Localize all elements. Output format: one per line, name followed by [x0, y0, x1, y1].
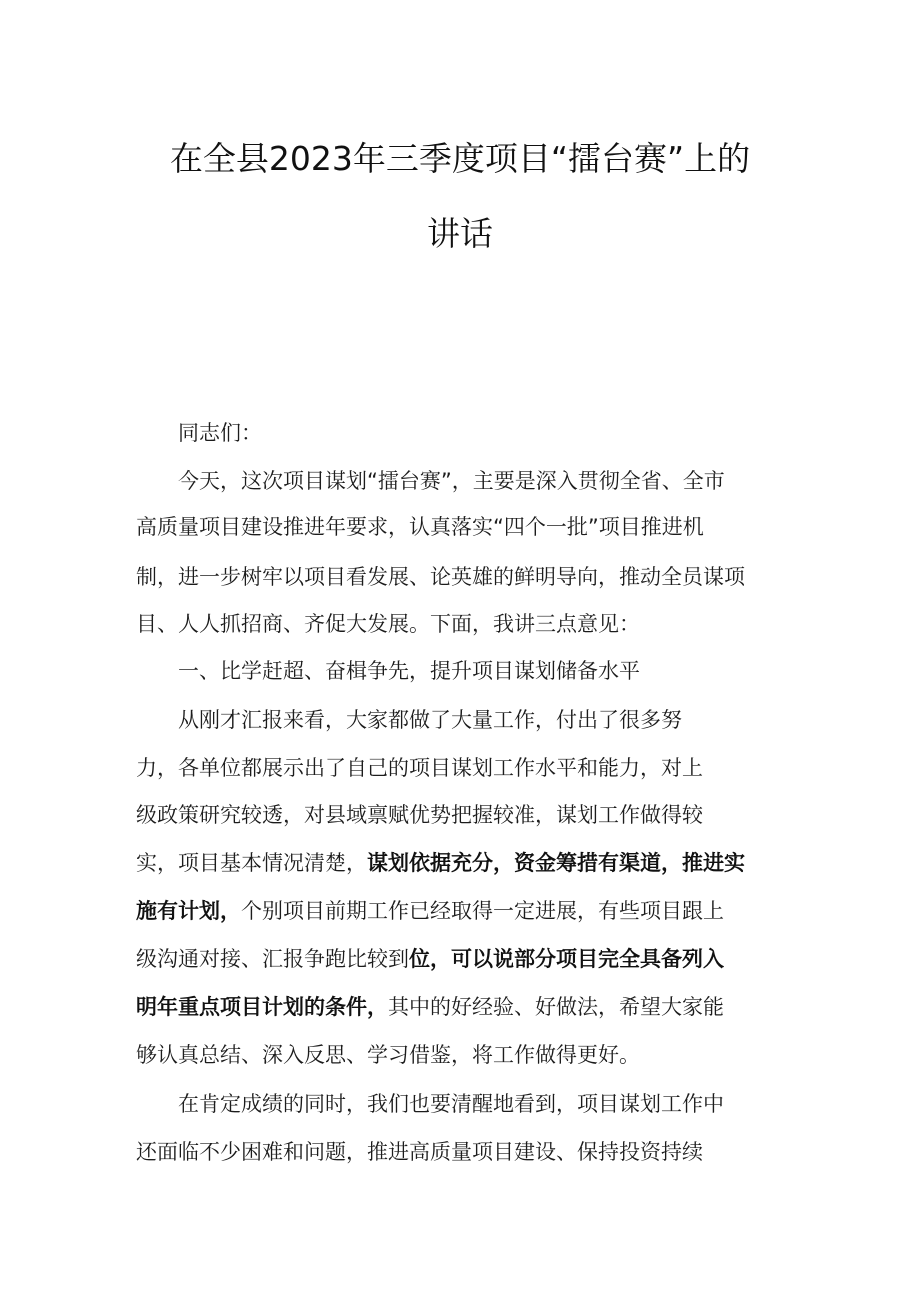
text-run: 个别项目前期工作已经取得一定进展，有些项目跟上 [241, 899, 724, 923]
paragraph-2-line [136, 848, 745, 878]
paragraph-3-line: 还面临不少困难和问题，推进高质量项目建设、保持投资持续 [136, 1140, 703, 1164]
paragraph-2-line [136, 992, 724, 1022]
paragraph-1-line: 制，进一步树牢以项目看发展、论英雄的鲜明导向，推动全员谋项 [136, 565, 745, 589]
bold-text-run: 位，可以说部分项目完全具备列入 [409, 947, 724, 971]
paragraph-1-line: 目、人人抓招商、齐促大发展。下面，我讲三点意见： [136, 612, 640, 636]
text-run: 实，项目基本情况清楚， [136, 851, 367, 875]
paragraph-3-line: 在肯定成绩的同时，我们也要清醒地看到，项目谋划工作中 [178, 1092, 724, 1116]
bold-text-run: 施有计划， [136, 899, 241, 923]
document-title-line-2: 讲话 [427, 214, 493, 253]
bold-text-run: 谋划依据充分，资金筹措有渠道，推进实 [367, 851, 745, 875]
paragraph-2-line: 力，各单位都展示出了自己的项目谋划工作水平和能力，对上 [136, 756, 703, 780]
paragraph-2-line [136, 896, 724, 926]
paragraph-2-line [136, 944, 724, 974]
paragraph-2-line: 级政策研究较透，对县域禀赋优势把握较准，谋划工作做得较 [136, 803, 703, 827]
paragraph-2-line: 从刚才汇报来看，大家都做了大量工作，付出了很多努 [178, 708, 682, 732]
text-run: 级沟通对接、汇报争跑比较到 [136, 947, 409, 971]
text-run: 其中的好经验、好做法，希望大家能 [388, 995, 724, 1019]
paragraph-2-line: 够认真总结、深入反思、学习借鉴，将工作做得更好。 [136, 1043, 640, 1067]
bold-text-run: 明年重点项目计划的条件， [136, 995, 388, 1019]
paragraph-1-line: 高质量项目建设推进年要求，认真落实“四个一批”项目推进机 [136, 515, 704, 539]
section-heading-1: 一、比学赶超、奋楫争先，提升项目谋划储备水平 [178, 659, 640, 683]
salutation: 同志们： [178, 421, 262, 445]
document-title-line-1: 在全县2023年三季度项目“擂台赛”上的 [169, 139, 751, 178]
paragraph-1-line: 今天，这次项目谋划“擂台赛”，主要是深入贯彻全省、全市 [178, 469, 725, 493]
